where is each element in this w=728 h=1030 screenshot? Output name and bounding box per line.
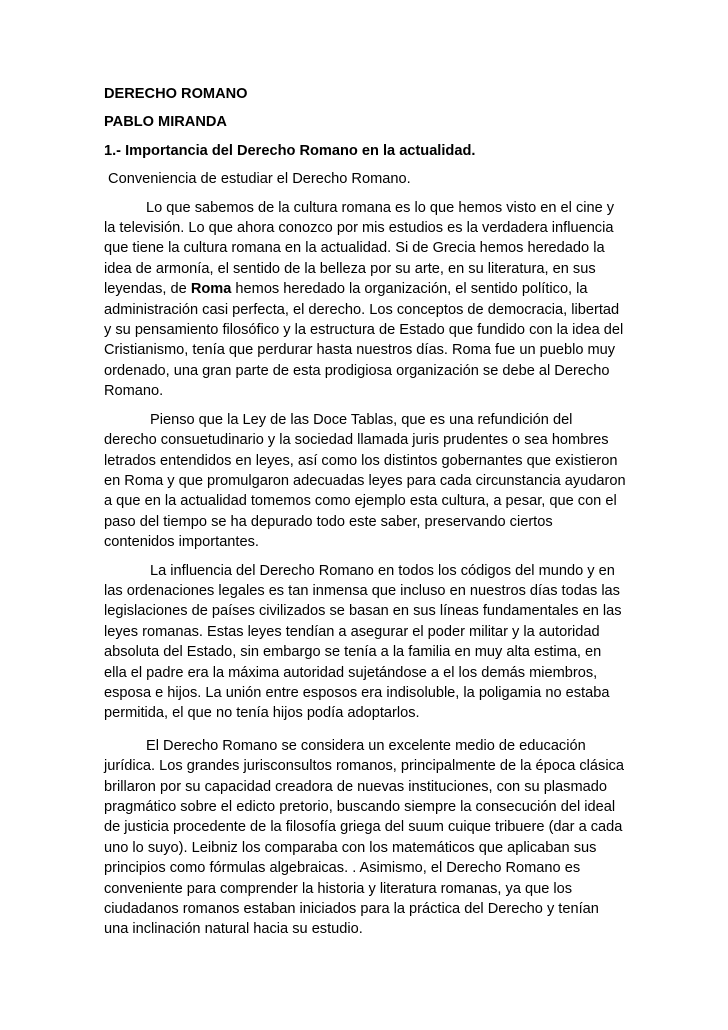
paragraph-1-text-start: Lo que sabemos de la cultura romana es lo que hemos visto en el cine y la televisión. Lo que ahora conozco por mis estudios es la verdadera influencia que tiene la cultura romana en la actualidad. Si de Grecia hemos heredado la idea de armonía, el sentido de la belleza por su arte, en su literatura, en sus leyendas, de — [104, 199, 615, 298]
paragraph-3 — [104, 561, 626, 724]
paragraph-3-text: La influencia del Derecho Romano en todos los códigos del mundo y en las ordenaciones legales es tan inmensa que incluso en nuestros días todas las legislaciones de países civilizados se basan en sus líneas fundamentales en las leyes romanas. Estas leyes tendían a asegurar el poder militar y la autoridad absoluta del Estado, sin embargo se tenía a la familia en muy alta estima, en ella el padre era la máxima autoridad sujetándose a el los demás miembros, esposa e hijos. La unión entre esposos era indisoluble, la poligamia no estaba permitida, el que no tenía hijos podía adoptarlos. — [104, 562, 622, 722]
document-title: DERECHO ROMANO — [104, 86, 248, 102]
paragraph-1-text-end: hemos heredado la organización, el sentido político, la administración casi perfecta, el derecho. Los conceptos de democracia, libertad y su pensamiento filosófico y la estructura de Estado que fundido con la idea del Cristianismo, tenía que perdurar hasta nuestros días. Roma fue un pueblo muy ordenado, una gran parte de esta prodigiosa organización se debe al Derecho Romano. — [104, 281, 624, 400]
paragraph-2-text: Pienso que la Ley de las Doce Tablas, que es una refundición del derecho consuetudinario y la sociedad llamada juris prudentes o sea hombres letrados entendidos en leyes, así como los distintos gobernantes que existieron en Roma y que promulgaron adecuadas leyes para cada circunstancia ayudaron a que en la actualidad tomemos como ejemplo esta cultura, a pesar, que con el paso del tiempo se ha depurado todo este saber, preservando ciertos contenidos importantes. — [104, 411, 626, 551]
paragraph-1-bold-word: Roma — [190, 281, 232, 298]
section-title: 1.- Importancia del Derecho Romano en la actualidad. — [104, 142, 476, 159]
section-subtitle: Conveniencia de estudiar el Derecho Romano. — [104, 171, 411, 188]
paragraph-1 — [104, 198, 626, 402]
paragraph-2 — [104, 410, 626, 553]
paragraph-4-text: El Derecho Romano se considera un excelente medio de educación jurídica. Los grandes jurisconsultos romanos, principalmente de la época clásica brillaron por su capacidad creadora de nuevas instituciones, con su plasmado pragmático sobre el edicto pretorio, buscando siempre la consecución del ideal de justicia procedente de la filosofía griega del suum cuique tribuere (dar a cada uno lo suyo). Leibniz los comparaba con los matemáticos que aplicaban sus principios como fórmulas algebraicas. . Asimismo, el Derecho Romano es conveniente para comprender la historia y literatura romanas, ya que los ciudadanos romanos estaban iniciados para la práctica del Derecho y tenían una inclinación natural hacia su estudio. — [104, 737, 624, 938]
paragraph-4 — [104, 736, 626, 940]
document-page — [104, 84, 626, 940]
document-author: PABLO MIRANDA — [104, 114, 227, 131]
